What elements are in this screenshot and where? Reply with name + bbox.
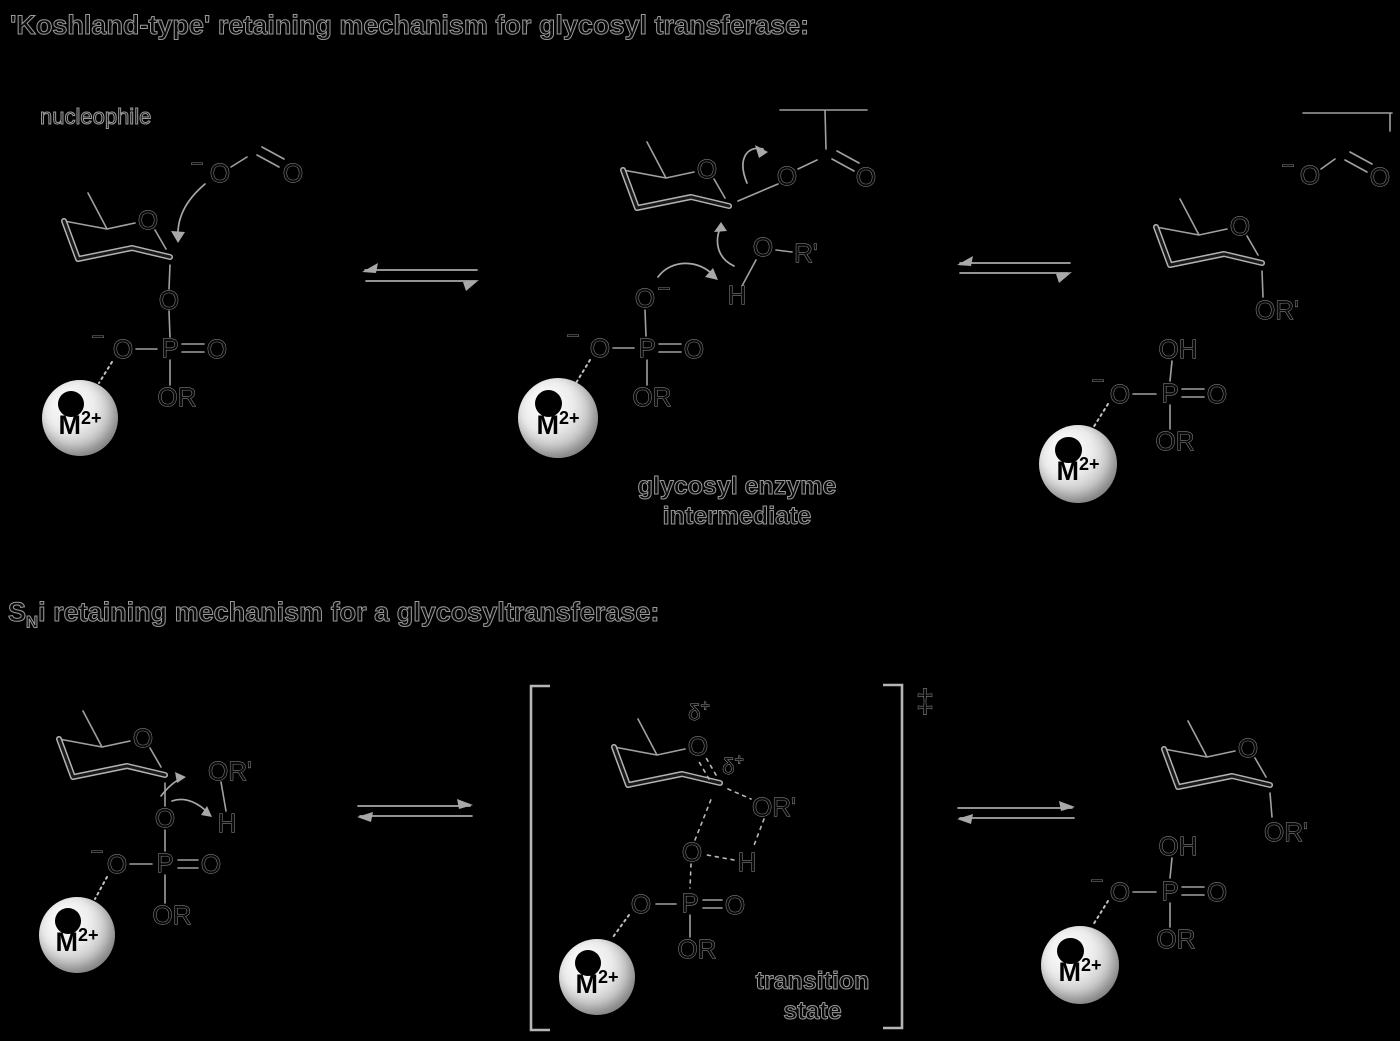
glycosidic-oxygen-label: O	[154, 803, 176, 833]
metal-charge: 2+	[558, 407, 580, 428]
acceptor-attack-arrowhead	[714, 222, 727, 232]
metal-charge: 2+	[597, 967, 619, 988]
deprotonation-arrow	[658, 263, 714, 277]
nucleophile-attack-arrowhead	[171, 231, 185, 243]
left-bracket	[531, 686, 550, 1030]
phosphate-top-oxygen-label: O	[634, 283, 656, 313]
ring-oxygen-label: O	[137, 205, 159, 235]
ester-oxygen-arrowhead	[755, 145, 768, 158]
metal-ion-label	[559, 967, 635, 1000]
or-group-label: OR	[632, 382, 672, 412]
phosphate-oxygen-label: O	[106, 849, 128, 879]
metal-coordination-link	[1093, 404, 1108, 428]
hydroxyl-label: OH	[1158, 334, 1198, 364]
glycosyl-enzyme-intermediate-structure	[567, 110, 877, 412]
equilibrium-arrowhead-left	[957, 814, 973, 824]
phosphate-minus-charge: −	[91, 324, 105, 349]
metal-charge: 2+	[1080, 954, 1102, 975]
metal-charge: 2+	[80, 408, 102, 429]
metal-symbol: M	[575, 969, 598, 1000]
equilibrium-lines	[960, 263, 1070, 273]
metal-coordination-link	[576, 360, 590, 383]
glycosyl-enzyme-line2: intermediate	[662, 502, 812, 530]
acceptor-hydrogen-label: H	[217, 808, 237, 838]
phosphate-double-oxygen-label: O	[200, 849, 222, 879]
phosphate-minus-charge: −	[90, 839, 104, 864]
metal-coordination-link	[613, 915, 629, 937]
equilibrium-arrowhead-right	[457, 799, 473, 809]
phosphate-double-oxygen-label: O	[1206, 379, 1228, 409]
metal-ion-sphere	[42, 380, 118, 456]
phosphorus-label: P	[156, 848, 174, 878]
metal-symbol: M	[1058, 956, 1081, 987]
metal-ion-sphere	[518, 378, 598, 458]
metal-ion-label	[1039, 454, 1117, 487]
phosphate-oxygen-label: O	[630, 889, 652, 919]
acceptor-hydrogen-label: H	[727, 280, 747, 310]
koshland-substrate-structure	[64, 147, 303, 412]
or-group-label: OR	[157, 382, 197, 412]
glycosidic-oxygen-label: O	[158, 285, 180, 315]
metal-symbol: M	[55, 927, 78, 958]
nucleophile-label: nucleophile	[40, 104, 152, 129]
equilibrium-arrows-2	[957, 256, 1072, 283]
plus-symbol: +	[734, 752, 744, 769]
hydrogen-bonded-oxygen-label: O	[681, 837, 703, 867]
metal-ion-label	[518, 408, 598, 441]
metal-charge: 2+	[77, 925, 99, 946]
phosphate-minus-charge: −	[1090, 868, 1104, 893]
metal-charge: 2+	[1078, 453, 1100, 474]
metal-ion-label	[1041, 955, 1119, 988]
equilibrium-lines	[358, 806, 472, 816]
sni-title-rest: i retaining mechanism for a glycosyltransferase:	[38, 597, 660, 627]
double-dagger-symbol: ‡	[916, 683, 934, 719]
equilibrium-lines	[958, 808, 1074, 818]
carboxylate-minus-charge: −	[1281, 153, 1295, 178]
phosphate-oxygen-label: O	[589, 333, 611, 363]
carboxylate-oxygen-label: O	[1299, 160, 1321, 190]
carboxylate-minus-charge: −	[190, 151, 204, 176]
ring-oxygen-delta-plus	[688, 698, 710, 725]
delta-symbol: δ	[722, 754, 735, 779]
equilibrium-arrowhead-left	[362, 263, 378, 273]
koshland-product-structure	[1092, 113, 1392, 456]
metal-ion-sphere	[1041, 926, 1119, 1004]
metal-ion-label	[42, 408, 118, 441]
metal-ion-sphere	[559, 939, 635, 1015]
equilibrium-arrowhead-right	[1059, 801, 1075, 811]
metal-coordination-link	[95, 877, 107, 899]
metal-symbol: M	[58, 410, 81, 441]
equilibrium-arrows-4	[957, 801, 1075, 824]
equilibrium-arrowhead-left	[957, 256, 973, 266]
sugar-ring-bonds	[614, 719, 685, 755]
acceptor-oxygen-label: O	[752, 232, 774, 262]
carbonyl-oxygen-label: O	[855, 162, 877, 192]
acceptor-r-prime-label: R'	[794, 238, 818, 268]
or-prime-group-label: OR'	[752, 792, 796, 822]
phosphorus-label: P	[681, 888, 699, 918]
sni-product-structure	[1091, 721, 1308, 954]
sni-title-subscript: N	[26, 612, 39, 632]
ring-oxygen-label: O	[132, 723, 154, 753]
equilibrium-arrows-3	[357, 799, 473, 822]
ring-oxygen-label: O	[696, 154, 718, 184]
anomeric-carbon-delta-plus	[722, 752, 744, 779]
phosphate-oxygen-label: O	[112, 334, 134, 364]
phosphate-minus-charge: −	[566, 323, 580, 348]
transferring-hydrogen-label: H	[737, 847, 757, 877]
metal-ion-sphere	[39, 897, 115, 973]
transition-state-line2: state	[783, 997, 842, 1025]
right-bracket	[883, 685, 902, 1028]
delta-symbol: δ	[688, 700, 701, 725]
equilibrium-arrows-1	[362, 263, 479, 291]
or-group-label: OR	[152, 900, 192, 930]
metal-symbol: M	[536, 409, 559, 440]
plus-symbol: +	[700, 698, 710, 715]
equilibrium-arrowhead-left	[357, 812, 373, 822]
phosphorus-label: P	[638, 333, 656, 363]
sni-substrate-structure	[59, 711, 252, 930]
carboxylate-carbonyl-oxygen-label: O	[1369, 162, 1391, 192]
carboxylate-oxygen-label: O	[209, 158, 231, 188]
hydroxyl-label: OH	[1158, 831, 1198, 861]
glycosyl-enzyme-line1: glycosyl enzyme	[637, 472, 837, 500]
or-group-label: OR	[1155, 426, 1195, 456]
metal-symbol: M	[1056, 455, 1079, 486]
ring-oxygen-label: O	[687, 731, 709, 761]
phosphate-oxygen-label: O	[1109, 379, 1131, 409]
phosphate-double-oxygen-label: O	[206, 334, 228, 364]
ester-oxygen-label: O	[776, 161, 798, 191]
phosphate-double-oxygen-label: O	[724, 890, 746, 920]
metal-coordination-link	[1093, 901, 1108, 925]
phosphorus-label: P	[161, 333, 179, 363]
phosphorus-label: P	[1161, 876, 1179, 906]
phosphate-oxygen-label: O	[1109, 877, 1131, 907]
phosphorus-label: P	[1161, 378, 1179, 408]
metal-ion-label	[39, 925, 115, 958]
acceptor-attack-arrow	[717, 226, 734, 266]
koshland-title: 'Koshland-type' retaining mechanism for glycosyl transferase:	[10, 10, 810, 40]
transition-state-line1: transition	[755, 967, 870, 995]
or-prime-group-label: OR'	[1255, 295, 1299, 325]
nucleophile-attack-arrow	[178, 184, 205, 237]
sni-title-prefix: S	[8, 597, 27, 627]
carboxylate-carbonyl-oxygen-label: O	[282, 158, 304, 188]
or-prime-group-label: OR'	[208, 756, 252, 786]
or-group-label: OR	[1156, 924, 1196, 954]
or-prime-group-label: OR'	[1264, 817, 1308, 847]
equilibrium-lines	[365, 270, 477, 281]
metal-coordination-link	[99, 362, 112, 383]
or-group-label: OR	[677, 934, 717, 964]
phosphate-top-minus-charge: −	[657, 276, 671, 301]
phosphate-double-oxygen-label: O	[1206, 877, 1228, 907]
phosphate-double-oxygen-label: O	[683, 334, 705, 364]
phosphate-minus-charge: −	[1091, 368, 1105, 393]
phosphate-bonds	[1133, 793, 1272, 927]
metal-ion-sphere	[1039, 425, 1117, 503]
ring-oxygen-label: O	[1237, 733, 1259, 763]
ring-oxygen-label: O	[1229, 211, 1251, 241]
